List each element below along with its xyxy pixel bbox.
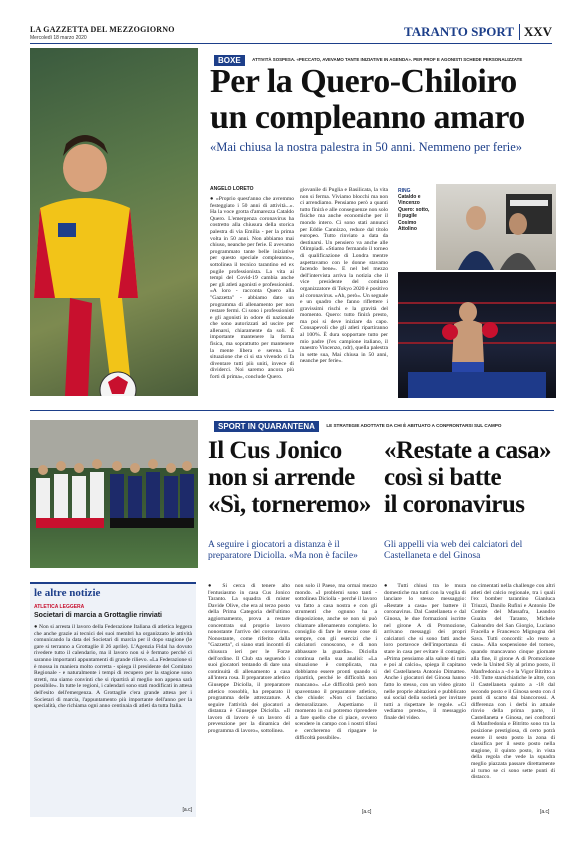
top-story-column-2	[300, 187, 388, 398]
ring-caption	[398, 188, 432, 232]
bottom-kicker	[214, 416, 554, 431]
cus-headline-line2: non si arrende	[208, 464, 355, 491]
sidebar-kicker: ATLETICA LEGGERA	[34, 604, 85, 610]
team-lineup-illustration	[30, 420, 198, 568]
sidebar-body-text: ● Non si arresta il lavoro della Federazione Italiana di atletica leggera che anche grazie ai tecnici dei suoi membri ha organizzato le attività comunicando la data dei Societari di marcia per il dopo stagione (le gare si terranno a Grottaglie il 26 aprile). L'Agenzia Fidal ha dovuto rivedere tutto il calendario, ma il lavoro non si è fermato perché ci saranno importanti appuntamenti di grande rilievo. «La Federazione si è mossa in maniera molto corretta - spiega il presidente del Comitato Regionale - e naturalmente i tempi di recupero per la stagione sono stretti, ma siamo convinti che si ripartirà al meglio non appena sarà possibile». In tutte le regioni, i calendari sono stati modificati in attesa dell'esito dell'emergenza. A Grottaglie c'era grande attesa per i Societari di marcia, l'appuntamento più importante dell'anno per la specialità, che richiama ogni anno centinaia di atleti da tutta Italia.	[34, 624, 192, 710]
top-story-column-1	[210, 196, 294, 398]
restate-headline-line1: «Restate a casa»	[384, 437, 551, 464]
sidebar-body	[34, 624, 192, 808]
page-number: XXV	[519, 24, 552, 40]
team-photo	[30, 420, 198, 568]
restate-column-1	[384, 583, 466, 813]
caption-text: Cataldo e Vincenzo Quero: sotto, il pugile Cosimo Attolino	[398, 194, 430, 233]
kicker-label-quarantena: SPORT IN QUARANTENA	[214, 421, 319, 432]
cus-col2-text: non solo il Paese, ma ormai mezzo mondo. «I problemi sono tanti - sottolinea Diciolla - perché il lavoro va fatto a casa nostra e con gli strumenti che ognuno ha a disposizione, anche se non si può chiamare allenamento completo. Io consiglio di fare le stesse cose di sempre, con gli esercizi che i calciatori conoscono, e di non abbassare la guardia». Diciolla continua nella sua analisi: «La situazione è complicata, ma dobbiamo essere pronti quando si ripartirà, perché le difficoltà non mancano». «Le difficoltà però non spaventano il preparatore atletico, che chiude: «Non ci facciamo demoralizzare. Aspettiamo il momento in cui potremo riprendere a fare quello che ci piace, ovvero scendere in campo con i nostri tifosi e cercheremo di ripagare le difficoltà possibile».	[295, 583, 377, 741]
two-men-illustration	[436, 184, 556, 270]
restate-col1-text: ● Tutti chiusi tra le mura domestiche ma tutti con la voglia di lanciare lo stesso messaggio: «Restate a casa» per battere il coronavirus. Dal Castellaneta e dal Ginosa, le due formazioni iscritte nel girone A di Promozione, arrivano messaggi dei propri calciatori che si sono fatti anche loro portavoce dell'importanza di stare in casa per evitare il contagio. «Prima pensiamo alla salute di tutti e poi al calcio», spiega il capitano del Castellaneta Antonio Dimatteo. Anche i giocatori del Ginosa hanno fatto lo stesso, con un video girato nelle proprie abitazioni e pubblicato sui social della società per invitare tutti a rispettare le regole. «Ci vediamo presto», il messaggio finale del video.	[384, 583, 466, 721]
boxing-ring-illustration	[398, 272, 556, 398]
kicker-label-boxe: BOXE	[214, 55, 245, 66]
cus-column-2	[295, 583, 377, 807]
top-byline: ANGELO LORETO	[210, 186, 254, 192]
top-subhead: «Mai chiusa la nostra palestra in 50 anni. Nemmeno per ferie»	[210, 140, 523, 154]
sidebar-headline: Societari di marcia a Grottaglie rinviati	[34, 612, 162, 619]
kicker-text: ATTIVITÀ SOSPESA. «PECCATO, AVEVAMO TANTE INIZIATIVE IN AGENDA». PER PROF E AGONISTI SCHEDE PERSONALIZZATE	[252, 57, 523, 62]
cus-column-1	[208, 583, 290, 813]
top-headline-line1: Per la Quero-Chiloiro	[210, 63, 517, 100]
newspaper-name: LA GAZZETTA DEL MEZZOGIORNO	[30, 25, 175, 34]
caption-label: RING	[398, 188, 411, 194]
top-story-col2-text: giovanile di Puglia e Basilicata, la vita non si ferma. Viviamo blocchi ma non ci arrendiamo. Pensiamo però a quanti tutto finirà e alle conseguenze non solo fisiche ma anche economiche per il mondo intero. Ci sono stati annunci per Eddie Cannizzo, reduce dal titolo europeo. Tutto rinviato a data da destinarsi. Un pensiero va anche alle Olimpiadi. «Stiamo fermando il torneo di qualificazione di Londra mentre aspettavamo con le donne stavamo facendo bene». E nel bel mezzo dell'intervista arriva la notizia che il vice presidente del comitato organizzatore di Tokyo 2020 è positivo al coronavirus. «Ah, però». Un segnale e un quadro che fanno riflettere i gravissimi rischi e la gravità del momento. Quero: tutto finirà presto, ma poi si deve iniziare da capo. Consapevoli che gli atleti ripartiranno al 100%. È dura sopportare tutto per mio padre (l'ex campione italiano, il maestro Vincenzo, ndr), quella palestra in sette sua, Mai chiusa in 50 anni, neanche per ferie».	[300, 187, 388, 365]
restate-col2-text: no cimentati nella challenge con altri atleti del calcio regionale, tra i quali l'ex bomber tarantino Gianluca Triuzzi, Danilo Rufini e Antonio De Comite del Massafra, Leandro Guaita del Taranto, Michele Galeandro del San Giorgio, Luciano Fracella e Francesco Mignogna del Sava. Tutti concordi: «Io resto a casa». Alla sospensione del torneo, quando mancavano cinque giornate alla fine, il girone A di Promozione vede la United Sly al primo posto, il Manfredonia a -4 e la Vigor Bitritto a -10. Tutte starsichiatiche le altre, con il Castellaneta quinto a -18 dal secondo posto e il Ginosa sesto con 4 punti di scarto dai biancorossi. A differenza con i derbi in attuale rinvio della prima parte, il Castellaneta e Ginosa, nei confronti di Manfredonia e Bitritto sono tra la posizione prestigiosa, di certo potrà essere il sesto posto la zona di classifica per il sesto posto nella stagione, il quinto posto, in vista della regola che vede la squadra meglio piazzata passare direttamente al turno se ci sono sette punti di distacco.	[471, 583, 555, 781]
sidebar-signature: [a.c]	[182, 807, 192, 813]
quero-photo	[436, 184, 556, 270]
cus-headline-line3: «Sì, torneremo»	[208, 491, 371, 518]
masthead	[30, 24, 552, 44]
cus-headline-line1: Il Cus Jonico	[208, 437, 342, 464]
top-headline-line2: un compleanno amaro	[210, 99, 525, 136]
restate-subhead: Gli appelli via web dei calciatori del Castellaneta e del Ginosa	[384, 540, 523, 561]
sidebar-title: le altre notizie	[34, 587, 101, 599]
restate-headline-line2: così si batte	[384, 464, 502, 491]
restate-column-2	[471, 583, 555, 807]
cus-subhead: A seguire i giocatori a distanza è il preparatore Diciolla. «Ma non è facile»	[208, 540, 358, 561]
bottom-kicker-text: LE STRATEGIE ADOTTATE DA CHI È ABITUATO A CONFRONTARSI SUL CAMPO	[326, 423, 502, 428]
section-divider	[30, 410, 554, 411]
section-name: TARANTO SPORT	[404, 24, 514, 39]
restate-headline-line3: il coronavirus	[384, 491, 525, 518]
top-kicker	[214, 50, 554, 65]
cus-col1-text: ● Si cerca di tenere alto l'entusiasmo in casa Cus Jonico Taranto. La squadra di mister Davide Olive, che era al terzo posto della Prima Categoria dell'ultimo aggiornamento, prova a restare concentrata sul proprio lavoro nonostante l'arrivo del coronavirus. Nonostante, come riferito dalla "Gazzetta", ci siano stati incontri di chiusura ieri per le Forze dell'ordine. Il Club sta seguendo i suoi giocatori tentando di dare una continuità di allenamento a casa all'intera rosa. Il preparatore atletico Giuseppe Diciolla, il preparatore atletico rossoblù, ha preparato il programma delle attrezzature. A seguire l'attività dei giocatori a distanza è Giuseppe Diciolla. «Il lavoro di lavoro è un lavoro di prevenzione per la dinamica del programma di lavoro», sottolinea.	[208, 583, 290, 735]
boxer-figure-illustration	[30, 48, 198, 396]
sidebar-altre-notizie	[30, 582, 196, 817]
boxer-photo	[30, 48, 198, 396]
ring-photo	[398, 272, 556, 398]
masthead-date: Mercoledì 18 marzo 2020	[30, 35, 87, 41]
restate-signature: [a.c]	[540, 809, 550, 815]
top-story-col1-text: ● «Proprio quest'anno che avremmo festeggiato i 50 anni di attività...». Ha la voce grotta d'amarezza Cataldo Quero. L'emergenza coronavirus ha costretto alla chiusura della storica palestra di via Emilia - per la prima volta in 50 anni. Non abbiamo mai chiuso, neanche per ferie. E avevamo programmato tante belle iniziative per questo speciale compleanno», sottolinea il tecnico tarantino ed ex pugile professionista. La vita ai tempi del Covid-19 cambia anche per gli atleti agonisti e professionisti. «A loro - racconta Quero alla "Gazzetta" - abbiamo dato un programma di allenamento per non restare fermi. Ci sono i professionisti e gli agonisti in odore di nazionale che sono autorizzati ad uscire per allenarsi, chiaramente da soli. È importante mantenere la forma fisica, ma soprattutto per mantenere la mente libera e serena. La situazione che ci si sta vivendo ci fa diventare tutti più uniti, invece di dividerci. Noi saremo ancora più forti di prima», conclude Quero.	[210, 196, 294, 381]
cus-signature: [a.c]	[362, 809, 372, 815]
